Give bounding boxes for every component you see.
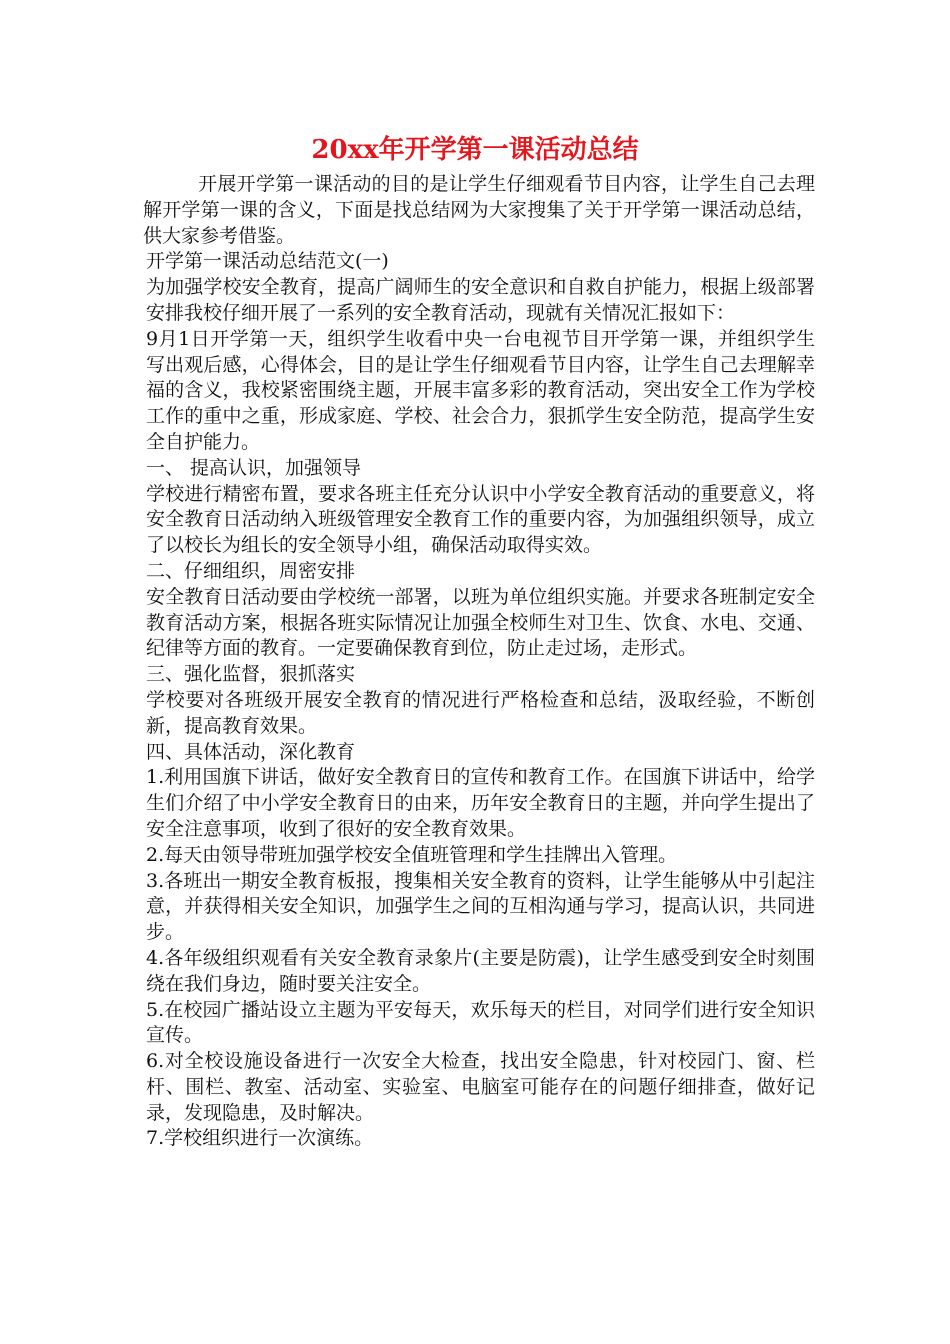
body-paragraph: 学校要对各班级开展安全教育的情况进行严格检查和总结，汲取经验，不断创新，提高教育效果。 — [146, 688, 815, 737]
body-paragraph: 学校进行精密布置，要求各班主任充分认识中小学安全教育活动的重要意义，将安全教育日活动纳入班级管理安全教育工作的重要内容，为加强组织领导，成立了以校长为组长的安全领导小组，确保活动取得实效。 — [146, 482, 815, 557]
list-item: 5.在校园广播站设立主题为平安每天，欢乐每天的栏目，对同学们进行安全知识宣传。 — [146, 998, 815, 1047]
list-item: 3.各班出一期安全教育板报，搜集相关安全教育的资料，让学生能够从中引起注意，并获得相关安全知识，加强学生之间的互相沟通与学习，提高认识，共同进步。 — [146, 869, 815, 944]
list-item: 4.各年级组织观看有关安全教育录象片(主要是防震)，让学生感受到安全时刻围绕在我们身边，随时要关注安全。 — [146, 946, 815, 995]
section-heading: 四、具体活动，深化教育 — [146, 740, 356, 763]
list-item: 6.对全校设施设备进行一次安全大检查，找出安全隐患，针对校园门、窗、栏杆、围栏、教室、活动室、实验室、电脑室可能存在的问题仔细排查，做好记录，发现隐患，及时解决。 — [146, 1050, 815, 1124]
list-item: 1.利用国旗下讲话，做好安全教育日的宣传和教育工作。在国旗下讲话中，给学生们介绍了中小学安全教育日的由来，历年安全教育日的主题，并向学生提出了安全注意事项，收到了很好的安全教育效果。 — [146, 766, 815, 840]
list-item: 7.学校组织进行一次演练。 — [146, 1127, 374, 1150]
list-item: 2.每天由领导带班加强学校安全值班管理和学生挂牌出入管理。 — [146, 843, 678, 866]
document-body — [143, 172, 815, 1152]
section-heading: 一、 提高认识，加强领导 — [146, 456, 362, 479]
body-paragraph: 安全教育日活动要由学校统一部署，以班为单位组织实施。并要求各班制定安全教育活动方案，根据各班实际情况让加强全校师生对卫生、饮食、水电、交通、纪律等方面的教育。一定要确保教育到位，防止走过场，走形式。 — [146, 585, 815, 660]
section-heading: 二、仔细组织，周密安排 — [146, 559, 356, 582]
body-paragraph: 为加强学校安全教育，提高广阔师生的安全意识和自救自护能力，根据上级部署安排我校仔细开展了一系列的安全教育活动，现就有关情况汇报如下： — [146, 276, 815, 324]
intro-paragraph: 开展开学第一课活动的目的是让学生仔细观看节目内容，让学生自己去理解开学第一课的含义，下面是找总结网为大家搜集了关于开学第一课活动总结，供大家参考借鉴。 — [143, 173, 815, 247]
document-title: 20xx年开学第一课活动总结 — [311, 135, 639, 165]
section-subtitle: 开学第一课活动总结范文(一) — [146, 250, 389, 273]
body-paragraph: 9月1日开学第一天，组织学生收看中央一台电视节目开学第一课，并组织学生写出观后感，心得体会，目的是让学生仔细观看节目内容，让学生自己去理解幸福的含义，我校紧密围绕主题，开展丰富多彩的教育活动，突出安全工作为学校工作的重中之重，形成家庭、学校、社会合力，狠抓学生安全防范，提高学生安全自护能力。 — [146, 327, 815, 453]
section-heading: 三、强化监督，狠抓落实 — [146, 663, 356, 686]
